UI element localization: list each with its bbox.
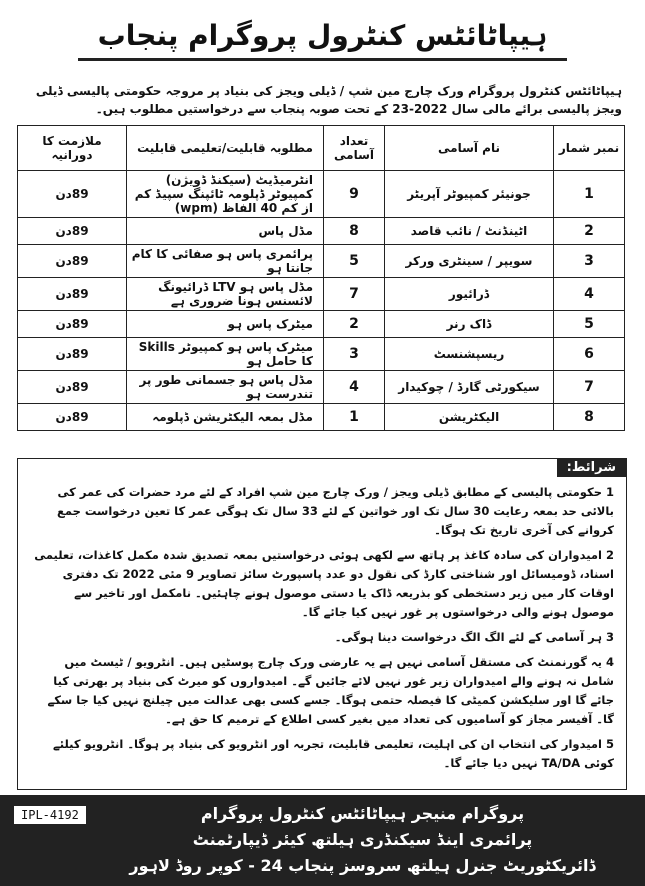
cell-count: 2: [324, 311, 385, 338]
table-body: [18, 171, 625, 431]
footer-banner: [0, 795, 645, 886]
cell-serial: 2: [554, 218, 625, 245]
condition-item: 4 یہ گورنمنٹ کی مستقل آسامی نہیں ہے یہ عارضی ورک چارج پوسٹیں ہیں۔ انٹرویو / ٹیسٹ میں شامل نہ ہونے والے امیدواران زیر غور نہیں لائے جائیں گے۔ امیدواروں کو میرٹ کی بنیاد پر بھرتی کیا جائے گا اور سلیکشن کمیٹی کا فیصلہ حتمی ہوگا۔ جسے کسی بھی عدالت میں چیلنج نہیں کیا جا سکے گا۔ آفیسر مجاز کو آسامیوں کی تعداد میں بغیر کسی اطلاع کے ترمیم کا حق ہے۔: [47, 655, 614, 726]
cell-count: 7: [324, 278, 385, 311]
cell-post: الیکٹریشن: [385, 404, 554, 431]
cell-serial: 8: [554, 404, 625, 431]
footer-line: پروگرام منیجر ہیپاٹائٹس کنٹرول پروگرام: [200, 804, 525, 823]
header-duration: ملازمت کا دورانیہ: [18, 126, 127, 171]
header-serial: نمبر شمار: [554, 126, 625, 171]
table-row: [18, 371, 625, 404]
conditions-box: [17, 458, 627, 790]
cell-count: 3: [324, 338, 385, 371]
cell-duration: 89دن: [18, 218, 127, 245]
table-row: [18, 278, 625, 311]
cell-serial: 7: [554, 371, 625, 404]
cell-post: سیکورٹی گارڈ / چوکیدار: [385, 371, 554, 404]
cell-qualification: میٹرک پاس ہو: [127, 311, 324, 338]
cell-qualification: مڈل بمعہ الیکٹریشن ڈپلومہ: [127, 404, 324, 431]
cell-count: 5: [324, 245, 385, 278]
footer-line: ڈائریکٹوریٹ جنرل ہیلتھ سروسز پنجاب 24 - کوپر روڈ لاہور: [129, 856, 596, 875]
cell-serial: 6: [554, 338, 625, 371]
cell-count: 9: [324, 171, 385, 218]
table-row: [18, 338, 625, 371]
footer-line: پرائمری اینڈ سیکنڈری ہیلتھ کیئر ڈیپارٹمنٹ: [192, 830, 533, 849]
page-title: ہیپاٹائٹس کنٹرول پروگرام پنجاب: [78, 19, 568, 61]
cell-count: 4: [324, 371, 385, 404]
condition-item: 5 امیدوار کی انتخاب ان کی اہلیت، تعلیمی قابلیت، تجربہ اور انٹرویو کی بنیاد پر ہوگا۔ انٹرویو کیلئے کوئی TA/DA نہیں دیا جائے گا۔: [53, 737, 614, 770]
condition-item: 3 ہر آسامی کے لئے الگ الگ درخواست دینا ہوگی۔: [334, 630, 614, 644]
cell-duration: 89دن: [18, 171, 127, 218]
cell-qualification: انٹرمیڈیٹ (سیکنڈ ڈویژن) کمپیوٹر ڈپلومہ ٹائپنگ سپیڈ کم از کم 40 الفاظ (wpm): [127, 171, 324, 218]
table-row: [18, 171, 625, 218]
condition-item: 2 امیدواران کی سادہ کاغذ پر ہاتھ سے لکھی ہوئی درخواستیں بمعہ تصدیق شدہ مکمل کاغذات، تعلیمی اسناد، ڈومیسائل اور شناختی کارڈ کی نقول دو عدد پاسپورٹ سائز تصاویر 9 مئی 2022 تک دفتری اوقات کار میں زیر دستخطی کو بذریعہ ڈاک یا دستی موصول ہونے چاہئیں۔ نامکمل اور تاخیر سے موصول ہونے والی درخواستوں پر غور نہیں کیا جائے گا۔: [34, 548, 614, 619]
jobs-table: [17, 125, 625, 431]
cell-serial: 5: [554, 311, 625, 338]
cell-post: اٹینڈنٹ / نائب قاصد: [385, 218, 554, 245]
table-header-row: [18, 126, 625, 171]
cell-count: 1: [324, 404, 385, 431]
ipl-reference: IPL-4192: [14, 806, 86, 824]
cell-post: ریسپشنسٹ: [385, 338, 554, 371]
header-count: تعداد آسامی: [324, 126, 385, 171]
cell-duration: 89دن: [18, 404, 127, 431]
cell-post: سویپر / سینٹری ورکر: [385, 245, 554, 278]
cell-post: ڈرائیور: [385, 278, 554, 311]
cell-duration: 89دن: [18, 371, 127, 404]
cell-qualification: پرائمری پاس ہو صفائی کا کام جانتا ہو: [127, 245, 324, 278]
conditions-list: [28, 483, 614, 779]
cell-qualification: مڈل پاس: [127, 218, 324, 245]
cell-duration: 89دن: [18, 338, 127, 371]
cell-post: ڈاک رنر: [385, 311, 554, 338]
table-row: [18, 218, 625, 245]
intro-text: ہیپاٹائٹس کنٹرول پروگرام ورک چارج مین شپ / ڈیلی ویجز کی بنیاد پر مروجہ حکومتی پالیسی ڈیلی ویجز پالیسی برائے مالی سال 2022-23 کے تحت صوبہ پنجاب سے درخواستیں مطلوب ہیں۔: [35, 84, 622, 116]
cell-qualification: مڈل پاس ہو LTV ڈرائیونگ لائسنس ہونا ضروری ہے: [127, 278, 324, 311]
cell-count: 8: [324, 218, 385, 245]
condition-item: 1 حکومتی پالیسی کے مطابق ڈیلی ویجز / ورک چارج مین شپ افراد کے لئے مرد حضرات کی عمر کی بالائی حد بمعہ رعایت 30 سال تک اور خواتین کے لئے 33 سال تک ہوگی عمر کا تعین درخواست جمع کروانے کی آخری تاریخ تک ہوگا۔: [57, 485, 614, 537]
cell-serial: 1: [554, 171, 625, 218]
cell-serial: 4: [554, 278, 625, 311]
conditions-heading: شرائط:: [557, 458, 626, 477]
cell-duration: 89دن: [18, 278, 127, 311]
cell-post: جونیئر کمپیوٹر آپریٹر: [385, 171, 554, 218]
cell-duration: 89دن: [18, 311, 127, 338]
header-post: نام آسامی: [385, 126, 554, 171]
footer-address: [120, 795, 605, 879]
header-qualification: مطلوبہ قابلیت/تعلیمی قابلیت: [127, 126, 324, 171]
cell-serial: 3: [554, 245, 625, 278]
cell-qualification: مڈل پاس ہو جسمانی طور پر تندرست ہو: [127, 371, 324, 404]
table-row: [18, 404, 625, 431]
page-title-wrap: [0, 10, 645, 70]
cell-qualification: میٹرک پاس ہو کمپیوٹر Skills کا حامل ہو: [127, 338, 324, 371]
table-row: [18, 311, 625, 338]
cell-duration: 89دن: [18, 245, 127, 278]
table-row: [18, 245, 625, 278]
